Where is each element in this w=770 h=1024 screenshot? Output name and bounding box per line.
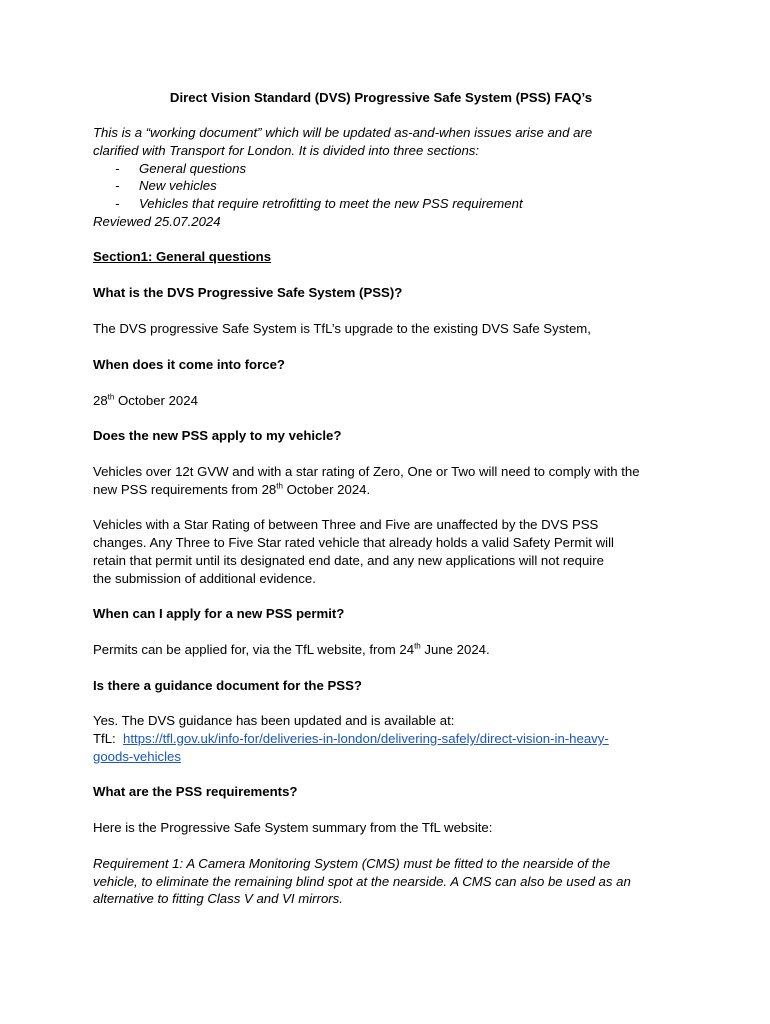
answer-fragment: October 2024. [282, 482, 371, 497]
answer-text: Here is the Progressive Safe System summary from the TfL website: [93, 820, 493, 835]
question-heading: Does the new PSS apply to my vehicle? [93, 428, 342, 443]
requirement-text: Requirement 1: A Camera Monitoring System (CMS) must be fitted to the nearside of the [93, 856, 611, 871]
link-prefix: TfL: [93, 731, 124, 746]
answer-fragment: June 2024. [420, 642, 490, 657]
bullet-dash: - [115, 161, 120, 176]
answer-text: retain that permit until its designated end date, and any new applications will not require [93, 553, 604, 568]
question-heading: What are the PSS requirements? [93, 784, 298, 799]
section-heading: Section1: General questions [93, 249, 272, 264]
answer-text [93, 748, 181, 766]
reviewed-date: Reviewed 25.07.2024 [93, 214, 221, 229]
answer-text: Vehicles with a Star Rating of between Three and Five are unaffected by the DVS PSS [93, 517, 599, 532]
bullet-text: New vehicles [139, 178, 217, 193]
answer-text: Vehicles over 12t GVW and with a star rating of Zero, One or Two will need to comply with the [93, 464, 640, 479]
intro-line-2: clarified with Transport for London. It is divided into three sections: [93, 143, 480, 158]
question-heading: What is the DVS Progressive Safe System (PSS)? [93, 285, 403, 300]
answer-text [93, 481, 370, 499]
page-title: Direct Vision Standard (DVS) Progressive Safe System (PSS) FAQ’s [169, 90, 593, 105]
answer-text [93, 730, 609, 748]
ordinal-suffix: th [276, 481, 283, 491]
answer-text: Yes. The DVS guidance has been updated and is available at: [93, 713, 455, 728]
tfl-guidance-link[interactable]: https://tfl.gov.uk/info-for/deliveries-in-london/delivering-safely/direct-vision-in-heavy- [123, 731, 609, 746]
intro-line-1: This is a “working document” which will be updated as-and-when issues arise and are [93, 125, 593, 140]
bullet-text: General questions [139, 161, 247, 176]
ordinal-suffix: th [107, 392, 115, 402]
ordinal-suffix: th [414, 641, 421, 651]
answer-text: changes. Any Three to Five Star rated vehicle that already holds a valid Safety Permit will [93, 535, 614, 550]
question-heading: When can I apply for a new PSS permit? [93, 606, 345, 621]
requirement-text: vehicle, to eliminate the remaining blind spot at the nearside. A CMS can also be used as an [93, 874, 631, 889]
answer-text [93, 641, 490, 659]
answer-text: The DVS progressive Safe System is TfL’s upgrade to the existing DVS Safe System, [93, 321, 591, 336]
question-heading: Is there a guidance document for the PSS? [93, 678, 362, 693]
bullet-text: Vehicles that require retrofitting to meet the new PSS requirement [139, 196, 523, 211]
requirement-text: alternative to fitting Class V and VI mirrors. [93, 891, 343, 906]
tfl-guidance-link-continued[interactable]: goods-vehicles [93, 749, 181, 764]
answer-month-year: October 2024 [114, 393, 198, 408]
answer-fragment: Permits can be applied for, via the TfL website, from 24 [93, 642, 415, 657]
answer-day: 28 [93, 393, 108, 408]
answer-text [93, 392, 198, 410]
question-heading: When does it come into force? [93, 357, 285, 372]
answer-fragment: new PSS requirements from 28 [93, 482, 277, 497]
bullet-dash: - [115, 196, 120, 211]
bullet-dash: - [115, 178, 120, 193]
answer-text: the submission of additional evidence. [93, 571, 316, 586]
